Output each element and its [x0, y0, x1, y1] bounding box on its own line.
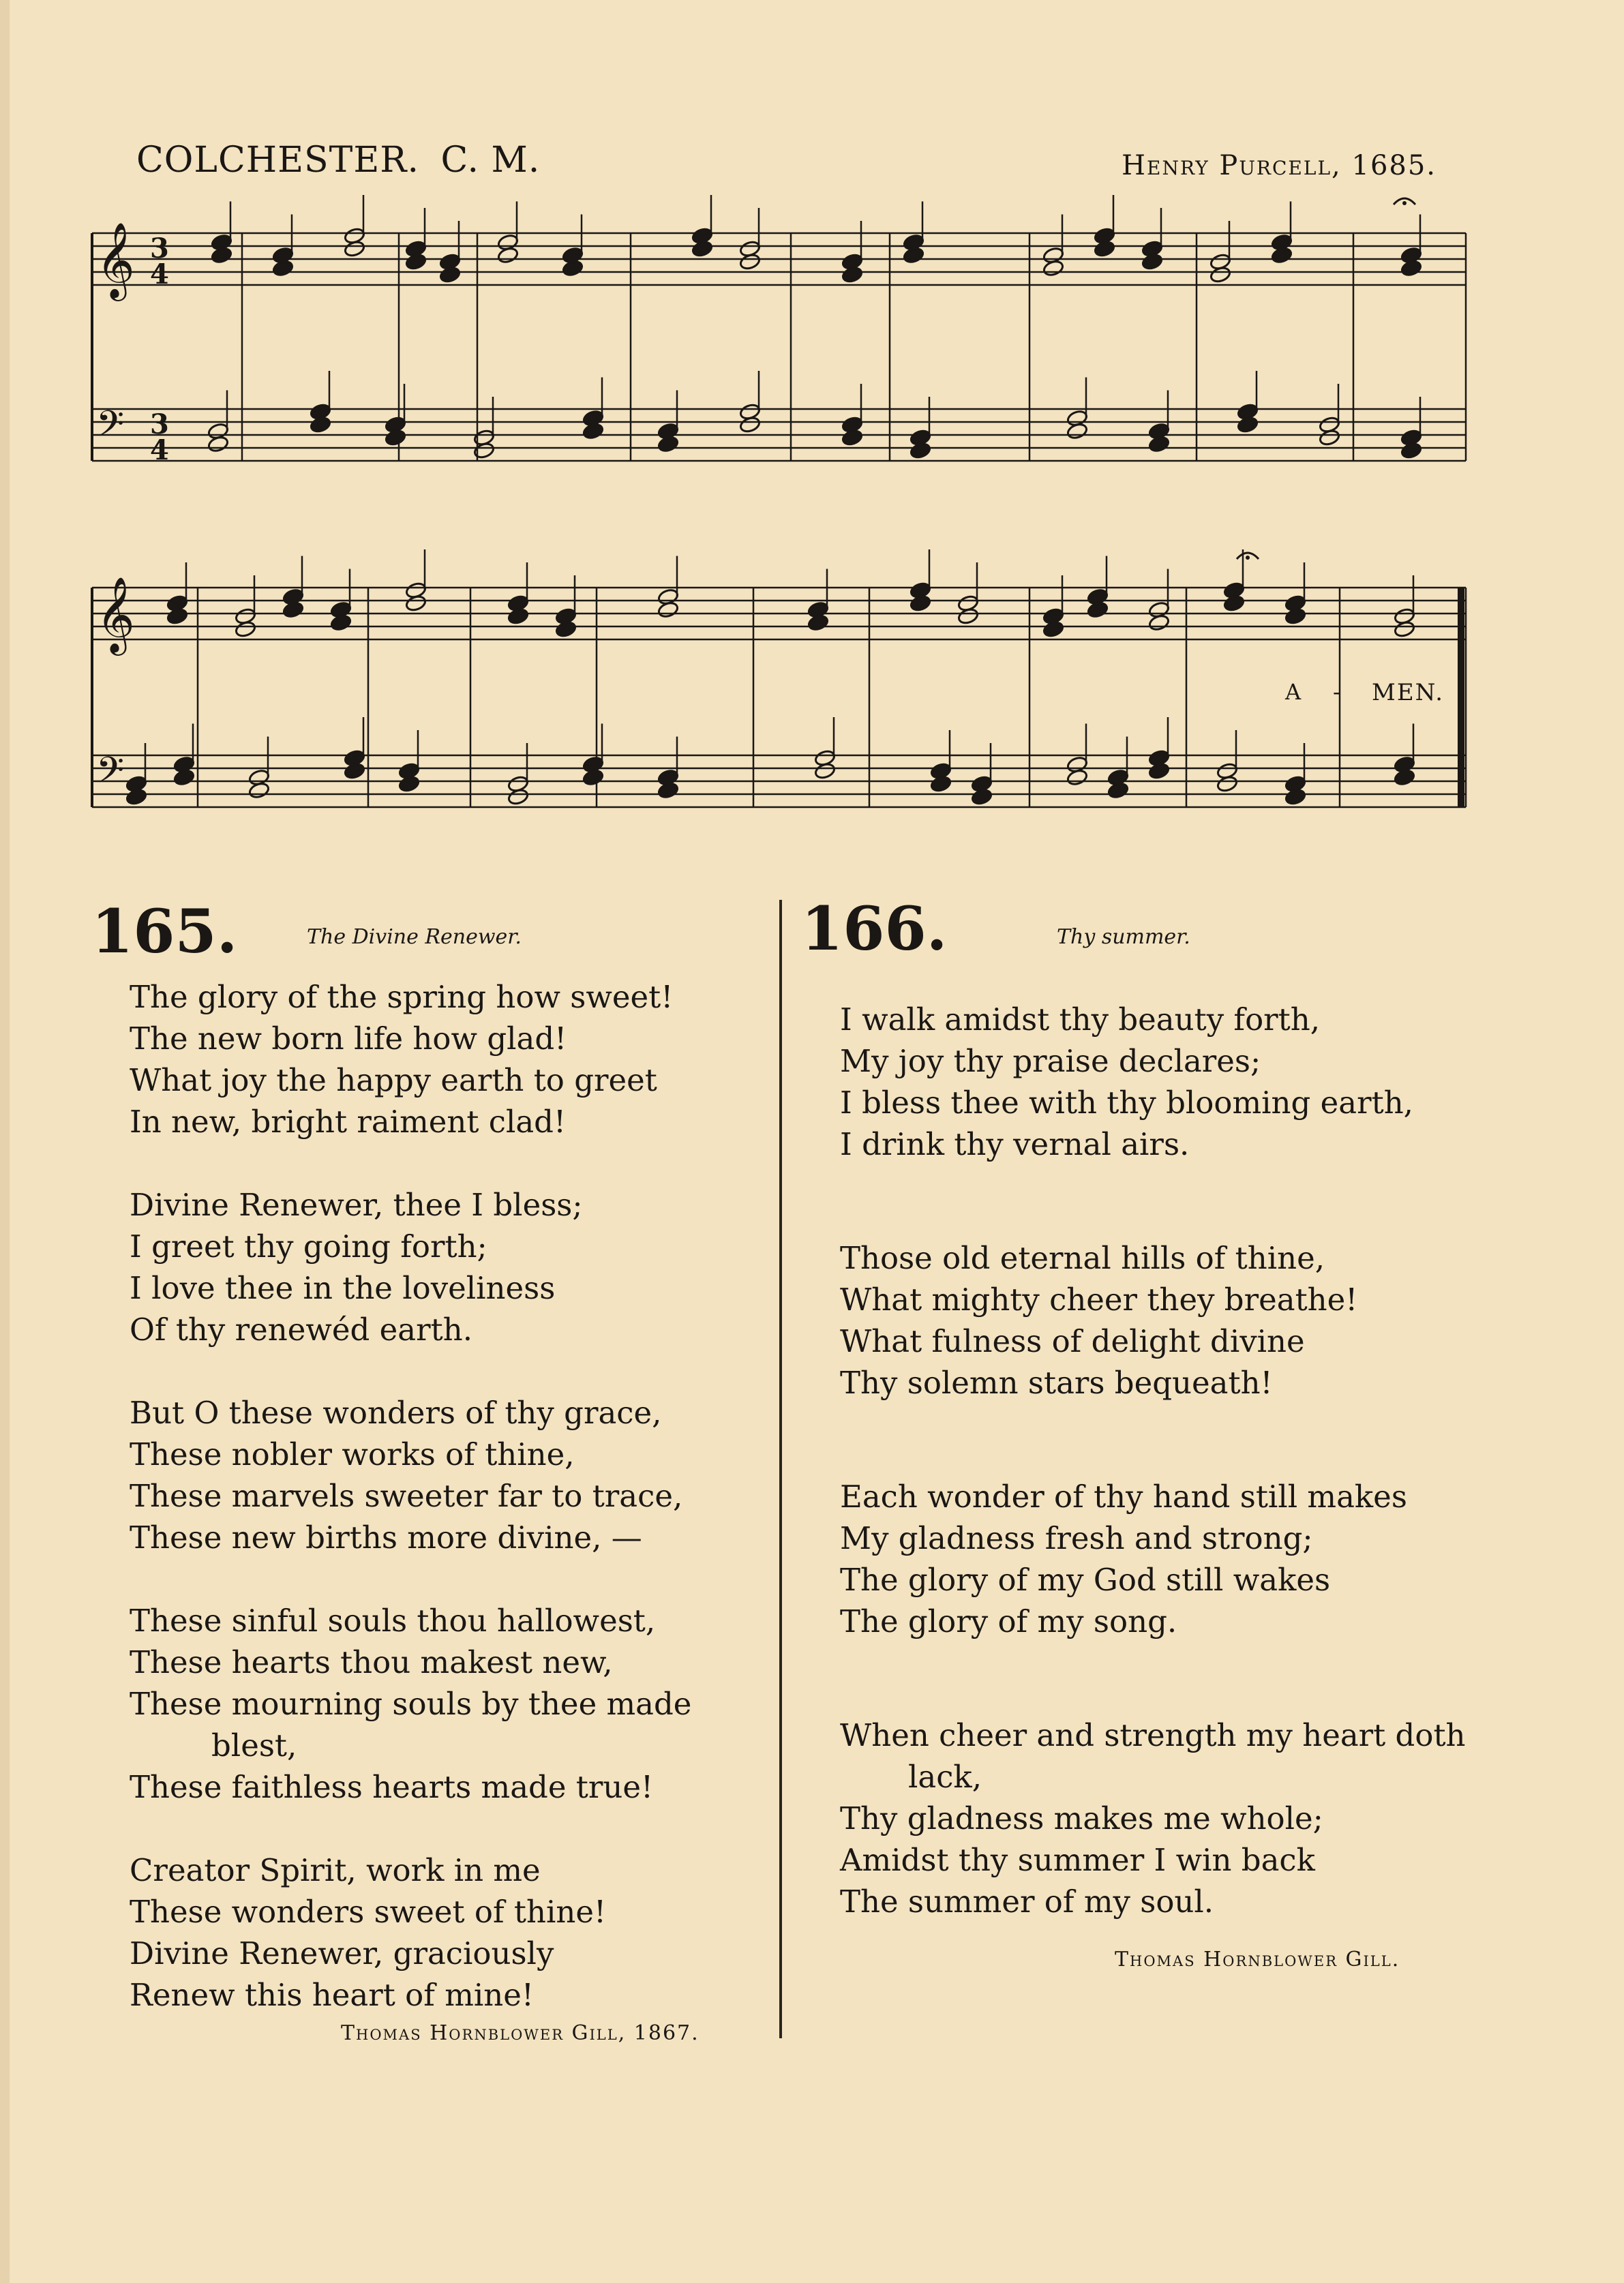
note-head — [657, 435, 679, 453]
note-head — [739, 416, 761, 434]
verse-line: Amidst thy summer I win back — [840, 1842, 1315, 1878]
note-head — [1141, 253, 1163, 271]
note-head — [582, 422, 604, 440]
column-divider — [779, 900, 782, 2038]
verse-line-continuation: blest, — [211, 1727, 297, 1764]
note-head — [211, 246, 232, 264]
hymn-166-author: Thomas Hornblower Gill. — [1115, 1948, 1400, 1971]
note-head — [1209, 266, 1231, 284]
verse-line-continuation: lack, — [908, 1759, 982, 1795]
verse-line: Renew this heart of mine! — [130, 1977, 534, 2013]
verse-line: These wonders sweet of thine! — [130, 1894, 607, 1930]
note-head — [1148, 435, 1170, 453]
note-head — [439, 266, 461, 284]
verse-line: Divine Renewer, thee I bless; — [130, 1187, 583, 1223]
note-head — [398, 775, 420, 793]
tune-name: COLCHESTER. — [136, 140, 419, 181]
verse-line: These hearts thou makest new, — [130, 1644, 613, 1680]
hymn-number-166: 166. — [801, 893, 948, 964]
note-head — [903, 246, 924, 264]
tune-composer: Henry Purcell, 1685. — [1122, 150, 1437, 181]
hymn-165-stanza-4 — [130, 1600, 753, 1808]
note-head — [957, 607, 979, 625]
verse-line: These marvels sweeter far to trace, — [130, 1478, 683, 1514]
verse-line: My gladness fresh and strong; — [840, 1520, 1313, 1556]
hymn-title-166: Thy summer. — [1057, 925, 1190, 949]
note-head — [1271, 246, 1293, 264]
note-head — [1400, 442, 1422, 459]
note-head — [405, 594, 427, 612]
fermata-dot — [1402, 201, 1407, 205]
verse-line: The new born life how glad! — [130, 1020, 567, 1057]
note-head — [1066, 422, 1088, 440]
hymn-165-author: Thomas Hornblower Gill, 1867. — [341, 2021, 700, 2045]
note-head — [330, 614, 352, 631]
note-head — [562, 259, 584, 277]
hymn-165-stanza-3 — [130, 1392, 682, 1558]
verse-line: My joy thy praise declares; — [840, 1043, 1261, 1079]
verse-line: What joy the happy earth to greet — [130, 1062, 657, 1098]
note-head — [385, 429, 406, 447]
hymn-title-165: The Divine Renewer. — [307, 925, 522, 949]
tune-meter: C. M. — [440, 140, 541, 181]
note-head — [1042, 620, 1064, 638]
note-head — [507, 788, 529, 806]
verse-line: I love thee in the loveliness — [130, 1270, 556, 1306]
verse-line: What mighty cheer they breathe! — [840, 1282, 1358, 1318]
note-head — [173, 768, 195, 786]
amen-syllable-men: MEN. — [1372, 679, 1445, 706]
note-head — [473, 442, 495, 459]
verse-line: These new births more divine, — — [130, 1520, 642, 1556]
note-head — [125, 788, 147, 806]
note-head — [1237, 416, 1259, 434]
verse-line: In new, bright raiment clad! — [130, 1104, 567, 1140]
time-signature-top: 3 — [150, 408, 169, 440]
verse-line: These faithless hearts made true! — [130, 1769, 654, 1805]
verse-line: What fulness of delight divine — [840, 1323, 1305, 1359]
amen-syllable-dash: - — [1333, 679, 1342, 705]
verse-line: I walk amidst thy beauty forth, — [840, 1001, 1321, 1038]
time-signature-bottom: 4 — [150, 258, 169, 290]
note-head — [691, 240, 713, 258]
verse-line: The glory of my song. — [840, 1603, 1177, 1639]
hymn-166-stanza-1 — [840, 999, 1413, 1165]
verse-line: The glory of the spring how sweet! — [130, 979, 674, 1015]
time-signature-top: 3 — [150, 232, 169, 264]
note-head — [405, 253, 427, 271]
note-head — [807, 614, 829, 631]
note-head — [310, 416, 331, 434]
verse-line: Each wonder of thy hand still makes — [840, 1479, 1407, 1515]
note-head — [166, 607, 188, 625]
treble-clef-icon: 𝄞 — [96, 576, 135, 652]
bass-clef-icon: 𝄢 — [96, 404, 125, 454]
note-head — [1394, 768, 1415, 786]
note-head — [1223, 594, 1245, 612]
note-head — [1284, 607, 1306, 625]
verse-line: Thy gladness makes me whole; — [840, 1800, 1323, 1836]
note-head — [1094, 240, 1115, 258]
note-head — [344, 762, 365, 780]
hymn-166-stanza-3 — [840, 1476, 1407, 1642]
note-head — [1400, 259, 1422, 277]
verse-line: Those old eternal hills of thine, — [840, 1240, 1325, 1276]
verse-line: I drink thy vernal airs. — [840, 1126, 1190, 1162]
note-head — [930, 775, 952, 793]
note-head — [344, 240, 365, 258]
note-head — [582, 768, 604, 786]
verse-line: These nobler works of thine, — [130, 1436, 575, 1472]
verse-line: Of thy renewéd earth. — [130, 1312, 472, 1348]
final-barline — [1458, 588, 1464, 807]
hymn-166-stanza-4 — [840, 1714, 1466, 1922]
hymn-165-stanza-2 — [130, 1184, 583, 1350]
verse-line — [130, 1683, 753, 1725]
note-head — [235, 620, 256, 638]
hymn-166-stanza-2 — [840, 1237, 1357, 1404]
note-head — [497, 246, 519, 264]
note-head — [207, 435, 229, 453]
verse-line: When cheer and strength my heart doth — [840, 1717, 1466, 1753]
amen-syllable-a: A — [1285, 679, 1303, 705]
bass-clef-icon: 𝄢 — [96, 750, 125, 800]
note-head — [1394, 620, 1415, 638]
note-head — [1216, 775, 1238, 793]
note-head — [814, 762, 836, 780]
hymn-number-165: 165. — [91, 896, 238, 967]
note-head — [507, 607, 529, 625]
note-head — [657, 781, 679, 799]
fermata-dot — [1246, 556, 1250, 560]
note-head — [909, 442, 931, 459]
note-head — [1148, 614, 1170, 631]
note-head — [739, 253, 761, 271]
verse-line: But O these wonders of thy grace, — [130, 1395, 662, 1431]
note-head — [1066, 768, 1088, 786]
note-head — [555, 620, 577, 638]
note-head — [1087, 601, 1109, 618]
verse-line: Thy solemn stars bequeath! — [840, 1365, 1273, 1401]
note-head — [909, 594, 931, 612]
note-head — [657, 601, 679, 618]
verse-line: I bless thee with thy blooming earth, — [840, 1085, 1413, 1121]
note-head — [1319, 429, 1340, 447]
verse-line: The summer of my soul. — [840, 1884, 1214, 1920]
verse-line: These sinful souls thou hallowest, — [130, 1603, 656, 1639]
note-head — [1148, 762, 1170, 780]
verse-line: I greet thy going forth; — [130, 1228, 487, 1265]
verse-line-text: These mourning souls by thee made — [130, 1686, 692, 1722]
hymn-165-stanza-5 — [130, 1849, 606, 2016]
treble-clef-icon: 𝄞 — [96, 222, 135, 298]
verse-line: Divine Renewer, graciously — [130, 1935, 554, 1971]
verse-line: The glory of my God still wakes — [840, 1562, 1331, 1598]
note-head — [841, 429, 863, 447]
note-head — [1284, 788, 1306, 806]
note-head — [272, 259, 294, 277]
music-score — [0, 0, 1624, 886]
time-signature-bottom: 4 — [150, 434, 169, 466]
note-head — [1107, 781, 1129, 799]
note-head — [841, 266, 863, 284]
note-head — [1042, 259, 1064, 277]
note-head — [248, 781, 270, 799]
hymn-165-stanza-1 — [130, 976, 673, 1143]
note-head — [282, 601, 304, 618]
verse-line: Creator Spirit, work in me — [130, 1852, 541, 1888]
note-head — [971, 788, 993, 806]
